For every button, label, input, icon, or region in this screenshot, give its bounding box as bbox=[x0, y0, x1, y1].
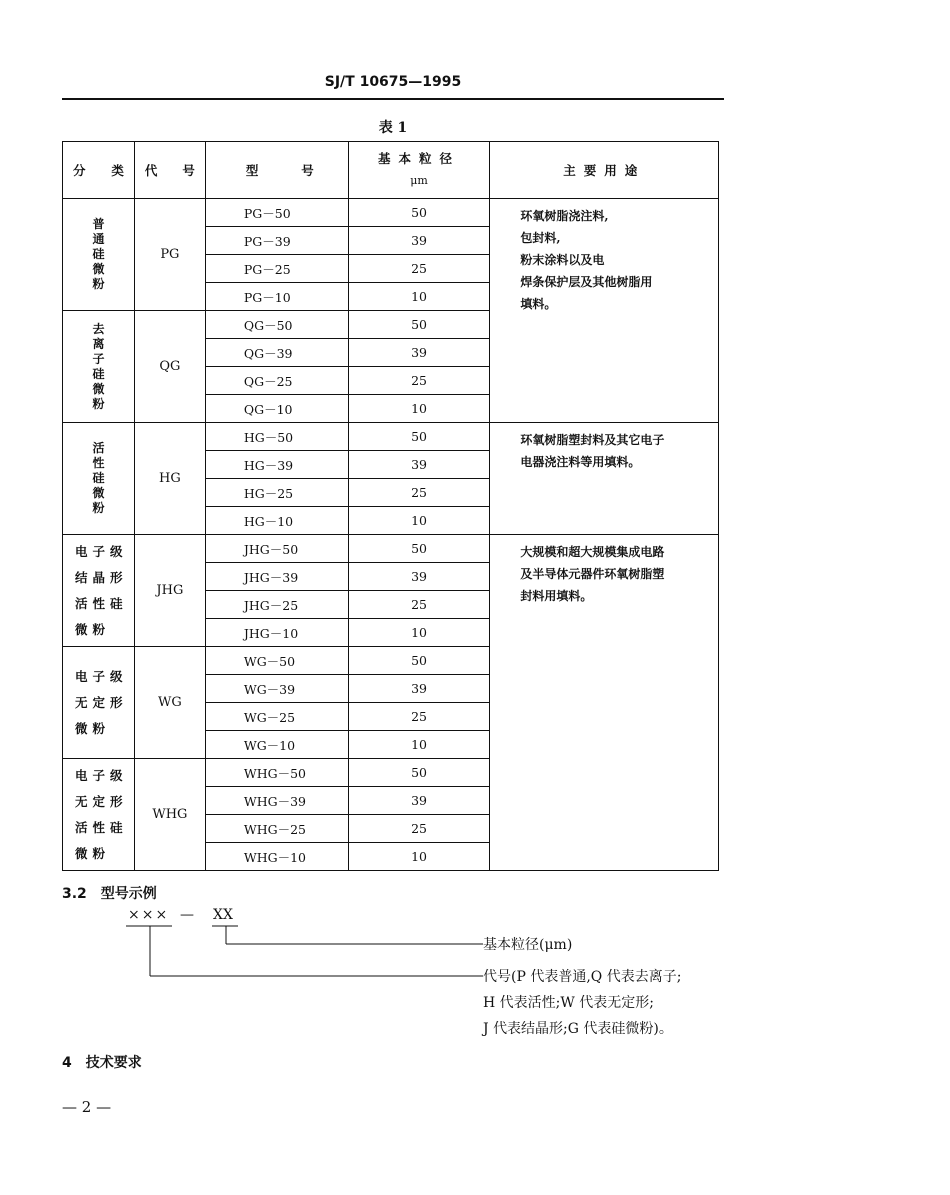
model-cell: PG－10 bbox=[205, 283, 348, 311]
particle-size-cell: 25 bbox=[348, 815, 490, 843]
model-cell: WHG－50 bbox=[205, 759, 348, 787]
pattern-size-placeholder: XX bbox=[213, 907, 233, 923]
particle-size-cell: 50 bbox=[348, 423, 490, 451]
document-code-header: SJ/T 10675—1995 bbox=[324, 74, 462, 90]
category-label-line: 无定形 bbox=[75, 793, 128, 809]
model-cell: WHG－39 bbox=[205, 787, 348, 815]
table-caption: 表 1 bbox=[378, 120, 408, 136]
category-label-line: 电子级 bbox=[75, 668, 128, 684]
model-cell: HG－10 bbox=[205, 507, 348, 535]
model-example-diagram bbox=[0, 900, 950, 1050]
usage-text-line: 环氧树脂浇注料, bbox=[520, 209, 609, 223]
category-label-line: 微粉 bbox=[75, 720, 111, 736]
table-row bbox=[63, 423, 719, 451]
model-cell: WHG－25 bbox=[205, 815, 348, 843]
section-4-title: 4 技术要求 bbox=[62, 1055, 142, 1071]
label-code-line-2: H 代表活性;W 代表无定形; bbox=[483, 995, 654, 1011]
particle-size-cell: 39 bbox=[348, 451, 490, 479]
category-label: 普通硅微粉 bbox=[92, 217, 105, 291]
header-category: 分 类 bbox=[63, 142, 135, 199]
usage-cell bbox=[490, 423, 719, 535]
model-cell: JHG－25 bbox=[205, 591, 348, 619]
model-cell: WG－39 bbox=[205, 675, 348, 703]
usage-text-line: 填料。 bbox=[520, 297, 557, 311]
usage-text-line: 大规模和超大规模集成电路 bbox=[520, 545, 665, 559]
category-cell bbox=[63, 311, 135, 423]
header-particle-size bbox=[348, 142, 490, 199]
category-cell bbox=[63, 535, 135, 647]
model-cell: WHG－10 bbox=[205, 843, 348, 871]
particle-size-cell: 10 bbox=[348, 843, 490, 871]
particle-size-cell: 39 bbox=[348, 787, 490, 815]
category-label-line: 无定形 bbox=[75, 694, 128, 710]
model-cell: WG－10 bbox=[205, 731, 348, 759]
particle-size-cell: 25 bbox=[348, 479, 490, 507]
code-cell: WG bbox=[134, 647, 205, 759]
particle-size-cell: 25 bbox=[348, 703, 490, 731]
usage-cell bbox=[490, 199, 719, 423]
category-label-line: 微粉 bbox=[75, 621, 111, 637]
pattern-code-placeholder: ××× bbox=[128, 907, 170, 923]
category-label-line: 电子级 bbox=[75, 543, 128, 559]
usage-text-line: 及半导体元器件环氧树脂塑 bbox=[520, 567, 665, 581]
page-number: — 2 — bbox=[62, 1098, 112, 1116]
particle-size-cell: 50 bbox=[348, 647, 490, 675]
header-model: 型 号 bbox=[205, 142, 348, 199]
code-cell: JHG bbox=[134, 535, 205, 647]
model-cell: QG－10 bbox=[205, 395, 348, 423]
label-particle-size: 基本粒径(μm) bbox=[483, 937, 573, 953]
particle-size-cell: 50 bbox=[348, 311, 490, 339]
model-cell: JHG－10 bbox=[205, 619, 348, 647]
model-cell: JHG－50 bbox=[205, 535, 348, 563]
model-cell: QG－39 bbox=[205, 339, 348, 367]
category-label-line: 微粉 bbox=[75, 845, 111, 861]
category-label-line: 结晶形 bbox=[75, 569, 128, 585]
model-cell: HG－39 bbox=[205, 451, 348, 479]
usage-text-line: 电器浇注料等用填料。 bbox=[520, 455, 641, 469]
model-cell: JHG－39 bbox=[205, 563, 348, 591]
code-cell: HG bbox=[134, 423, 205, 535]
code-cell: QG bbox=[134, 311, 205, 423]
model-cell: QG－25 bbox=[205, 367, 348, 395]
category-cell bbox=[63, 647, 135, 759]
particle-size-cell: 25 bbox=[348, 591, 490, 619]
header-code: 代 号 bbox=[134, 142, 205, 199]
label-code-line-3: J 代表结晶形;G 代表硅微粉)。 bbox=[483, 1021, 673, 1037]
particle-size-cell: 39 bbox=[348, 339, 490, 367]
particle-size-cell: 25 bbox=[348, 255, 490, 283]
category-cell bbox=[63, 759, 135, 871]
model-cell: QG－50 bbox=[205, 311, 348, 339]
particle-size-cell: 10 bbox=[348, 731, 490, 759]
category-label: 去离子硅微粉 bbox=[92, 321, 105, 411]
category-label-line: 电子级 bbox=[75, 767, 128, 783]
model-cell: PG－25 bbox=[205, 255, 348, 283]
particle-size-cell: 39 bbox=[348, 563, 490, 591]
usage-text-line: 环氧树脂塑封料及其它电子 bbox=[520, 433, 665, 447]
particle-size-cell: 10 bbox=[348, 395, 490, 423]
category-label: 活性硅微粉 bbox=[92, 441, 105, 515]
usage-text-line: 粉末涂料以及电 bbox=[520, 253, 605, 267]
particle-size-cell: 39 bbox=[348, 227, 490, 255]
header-rule bbox=[62, 98, 724, 100]
code-cell: PG bbox=[134, 199, 205, 311]
particle-size-cell: 10 bbox=[348, 507, 490, 535]
model-cell: HG－25 bbox=[205, 479, 348, 507]
header-usage: 主要用途 bbox=[490, 142, 719, 199]
model-cell: PG－50 bbox=[205, 199, 348, 227]
model-cell: PG－39 bbox=[205, 227, 348, 255]
table-header-row bbox=[63, 142, 719, 199]
category-cell bbox=[63, 423, 135, 535]
usage-text-line: 包封料, bbox=[520, 231, 561, 245]
usage-cell bbox=[490, 535, 719, 871]
category-label-line: 活性硅 bbox=[75, 595, 128, 611]
model-cell: HG－50 bbox=[205, 423, 348, 451]
particle-size-cell: 50 bbox=[348, 535, 490, 563]
category-cell bbox=[63, 199, 135, 311]
model-cell: WG－50 bbox=[205, 647, 348, 675]
particle-size-cell: 10 bbox=[348, 283, 490, 311]
category-label-line: 活性硅 bbox=[75, 819, 128, 835]
table-row bbox=[63, 199, 719, 227]
code-cell: WHG bbox=[134, 759, 205, 871]
label-code-line-1: 代号(P 代表普通,Q 代表去离子; bbox=[483, 969, 682, 985]
header-size-label: 基本粒径 bbox=[378, 151, 461, 166]
particle-size-cell: 50 bbox=[348, 199, 490, 227]
particle-size-cell: 50 bbox=[348, 759, 490, 787]
particle-size-cell: 39 bbox=[348, 675, 490, 703]
particle-size-cell: 25 bbox=[348, 367, 490, 395]
usage-text-line: 封料用填料。 bbox=[520, 589, 593, 603]
table-row bbox=[63, 535, 719, 563]
pattern-dash: — bbox=[180, 907, 194, 923]
model-cell: WG－25 bbox=[205, 703, 348, 731]
particle-size-cell: 10 bbox=[348, 619, 490, 647]
header-size-unit: μm bbox=[410, 174, 428, 187]
section-3-2-title: 3.2 型号示例 bbox=[62, 886, 157, 902]
usage-text-line: 焊条保护层及其他树脂用 bbox=[520, 275, 653, 289]
spec-table bbox=[62, 141, 719, 871]
table-body bbox=[63, 199, 719, 871]
